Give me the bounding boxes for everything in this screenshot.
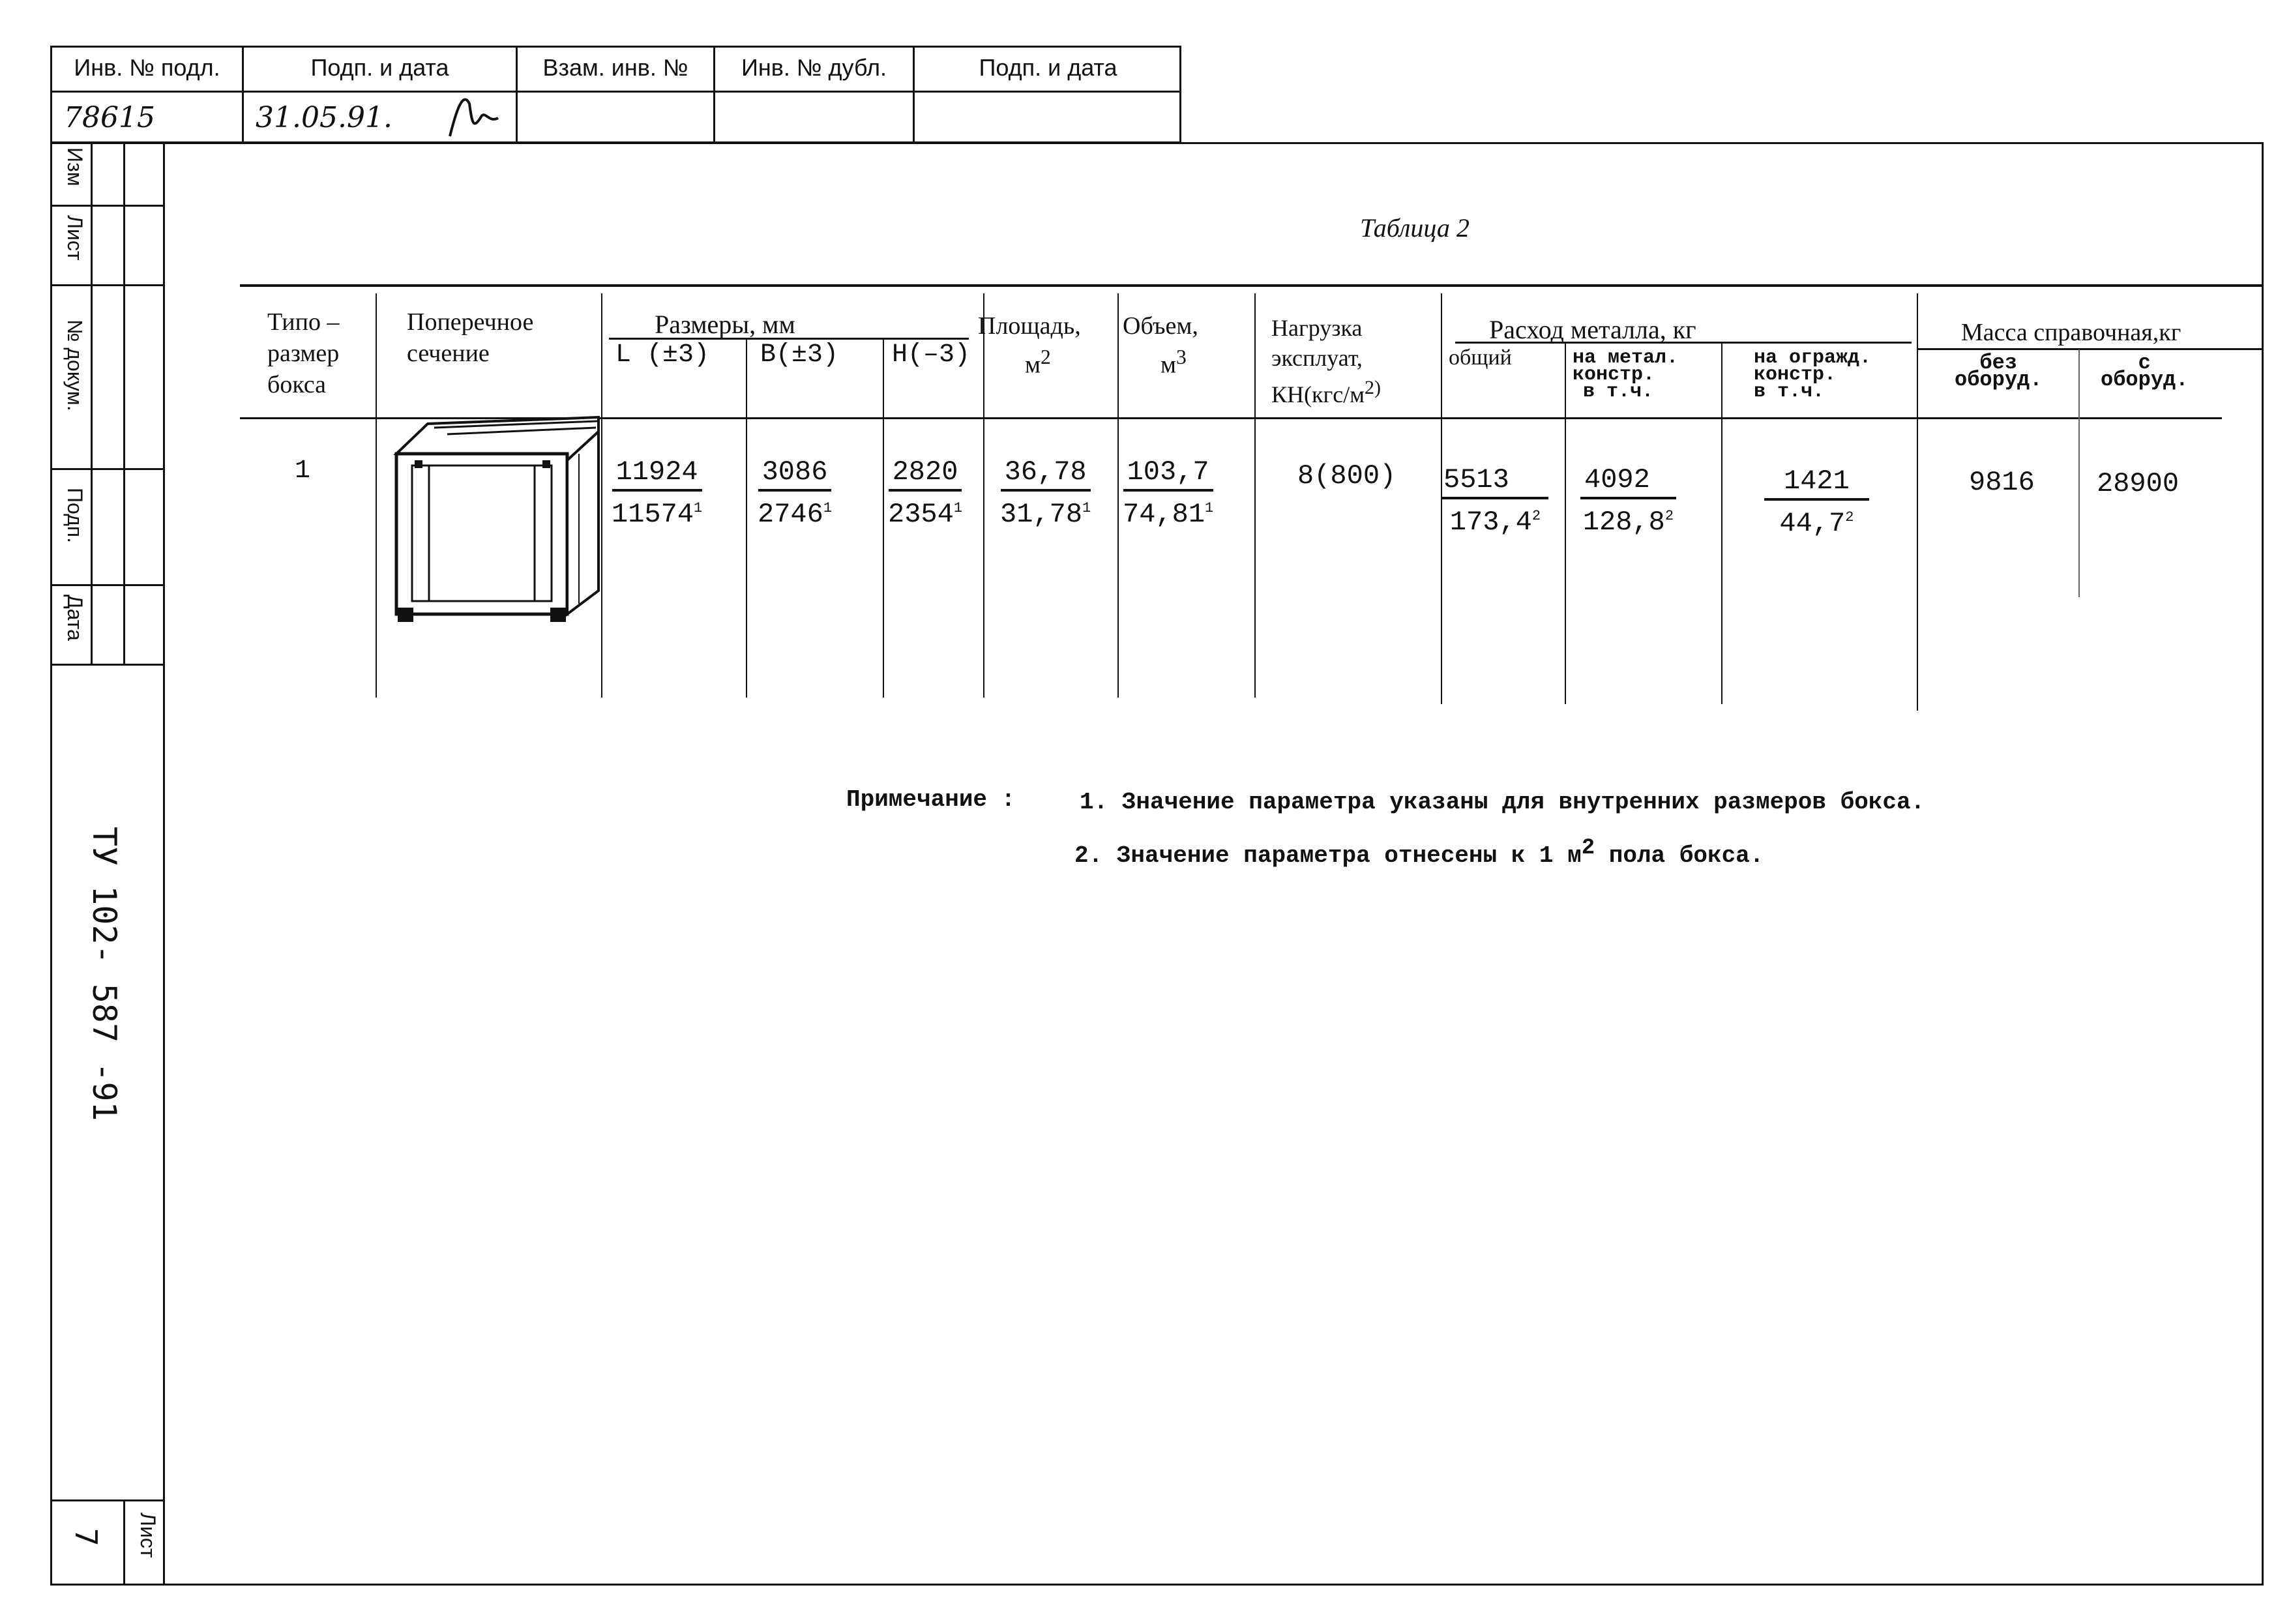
footnote-ref: 1 [694,500,703,516]
header-mass-with [2101,351,2189,392]
header-area [978,310,1081,381]
side-label-sign: Подп. [63,488,87,543]
header-H: H(–3) [892,340,971,370]
header-type [267,306,339,400]
row-type: 1 [295,456,311,486]
cell-metal-struct [1580,463,1676,539]
unit: м [1025,351,1041,379]
stamp-value: 78615 [64,101,155,134]
header-line: размер [267,340,340,367]
header-metal: Расход металла, кг [1489,315,1696,344]
stamp-header: Подп. и дата [310,54,449,81]
header-line: на огражд. [1754,347,1872,369]
unit-exponent: 3 [1176,346,1187,368]
strip-divider [50,664,165,666]
header-line: констр. [1573,364,1655,386]
value-inner: 128,8 [1582,507,1665,538]
col-divider [1917,293,1918,711]
stamp-header: Подп. и дата [979,54,1117,81]
header-L: L (±3) [615,340,710,370]
approval-stamp [50,46,1181,143]
col-divider [1117,293,1119,698]
note-2 [1074,836,1764,869]
value-inner: 2746 [758,499,823,530]
note-2-text: 2. Значение параметра отнесены к 1 м [1074,842,1582,869]
mass-group-rule [1918,348,2264,350]
unit: КН(кгс/м [1271,381,1365,407]
side-label-izm: Изм [63,147,87,186]
col-divider [2078,349,2080,597]
notes-label: Примечание : [846,786,1016,813]
strip-divider [50,205,165,207]
strip-divider [123,1499,125,1586]
header-load [1271,313,1381,409]
value-outer: 5513 [1442,463,1548,499]
cell-area [1000,455,1091,531]
value-outer: 11924 [612,455,702,492]
header-line [978,342,1081,381]
cell-metal-total [1442,463,1548,539]
value-outer: 103,7 [1123,455,1213,492]
note-2-text-end: пола бокса. [1595,842,1764,869]
footnote-ref: 1 [1082,500,1091,516]
header-line: на метал. [1573,347,1679,369]
header-mass-without [1955,351,2043,392]
footnote-ref: 1 [823,500,833,516]
strip-divider [50,284,165,286]
header-line: оборуд. [1955,368,2043,392]
document-code: ТУ 102- 587 -91 [85,827,123,1121]
stamp-cell-sign-date-2 [915,48,1181,141]
footnote-ref: 1 [953,500,963,516]
header-volume [1123,310,1198,381]
header-section [407,306,533,369]
footnote-ref: 2 [1845,509,1854,525]
value-inner: 173,4 [1449,507,1532,538]
header-line: бокса [267,371,327,398]
header-line: в т.ч. [1583,381,1654,403]
stamp-cell-inv-orig [52,48,244,141]
col-divider [1565,343,1566,704]
header-line: Объем, [1123,312,1198,340]
value-inner: 31,78 [1000,499,1083,530]
header-line [1271,373,1381,409]
header-line: сечение [407,340,490,367]
cell-mass-with: 28900 [2097,468,2180,499]
unit-exponent: 2 [1041,346,1051,368]
table-title: Таблица 2 [1360,213,1470,243]
stamp-header: Инв. № дубл. [741,54,887,81]
cell-H [888,455,962,531]
box-cross-section-drawing [389,415,604,630]
header-B: B(±3) [760,340,839,370]
header-line: эксплуат, [1271,345,1363,371]
sheet-number: 7 [68,1528,104,1546]
table-top-rule [240,284,2264,287]
value-inner: 11574 [612,499,694,530]
stamp-header: Инв. № подл. [74,54,220,81]
value-outer: 4092 [1580,463,1676,499]
signature-mark [443,84,502,143]
header-line: без [1979,351,2018,375]
value-inner: 2354 [888,499,954,530]
stamp-cell-dup [715,48,915,141]
header-line: оборуд. [2101,368,2189,392]
cell-L [612,455,702,531]
footnote-ref: 2 [1531,508,1541,524]
stamp-cell-replace [518,48,715,141]
cell-mass-without: 9816 [1969,467,2035,498]
value-inner: 44,7 [1779,508,1846,539]
stamp-value: 31.05.91. [256,101,392,134]
side-strip [50,142,165,1586]
header-line [1123,342,1198,381]
header-line: Площадь, [978,312,1081,340]
side-label-date: Дата [63,595,87,641]
value-outer: 2820 [889,455,962,492]
cell-B [758,455,832,531]
strip-divider [50,468,165,470]
header-line: с [2138,351,2151,375]
note-2-exponent: 2 [1581,836,1595,861]
footnote-ref: 1 [1205,500,1214,516]
value-outer: 3086 [758,455,832,492]
col-divider [1721,343,1722,704]
col-divider [1254,293,1256,698]
footnote-ref: 2 [1664,508,1674,524]
cell-volume [1123,455,1213,531]
header-line: Типо – [267,308,340,336]
col-divider [376,293,377,698]
header-line: в т.ч. [1754,381,1825,403]
header-mass: Масса справочная,кг [1961,319,2181,346]
note-1: 1. Значение параметра указаны для внутренних размеров бокса. [1080,789,1925,816]
header-metal-total: общий [1449,346,1512,370]
header-dims: Размеры, мм [655,310,795,339]
header-metal-fence [1754,347,1872,403]
header-line: Нагрузка [1271,315,1363,341]
header-line: Поперечное [407,308,534,336]
col-divider [746,339,747,698]
header-line: констр. [1754,364,1837,386]
value-outer: 36,78 [1001,455,1091,492]
value-outer: 1421 [1764,464,1869,501]
side-label-list: Лист [63,215,87,261]
sheet-label: Лист [136,1513,160,1558]
stamp-header: Взам. инв. № [542,54,688,81]
side-label-doc: № докум. [63,319,87,411]
unit: м [1160,351,1177,379]
unit-exponent: 2) [1365,377,1382,398]
strip-divider [50,1499,165,1501]
cell-load: 8(800) [1297,460,1397,492]
value-inner: 74,81 [1123,499,1205,530]
col-divider [883,339,884,698]
header-metal-struct [1573,347,1679,403]
strip-divider [50,584,165,586]
cell-metal-fence [1764,464,1869,540]
